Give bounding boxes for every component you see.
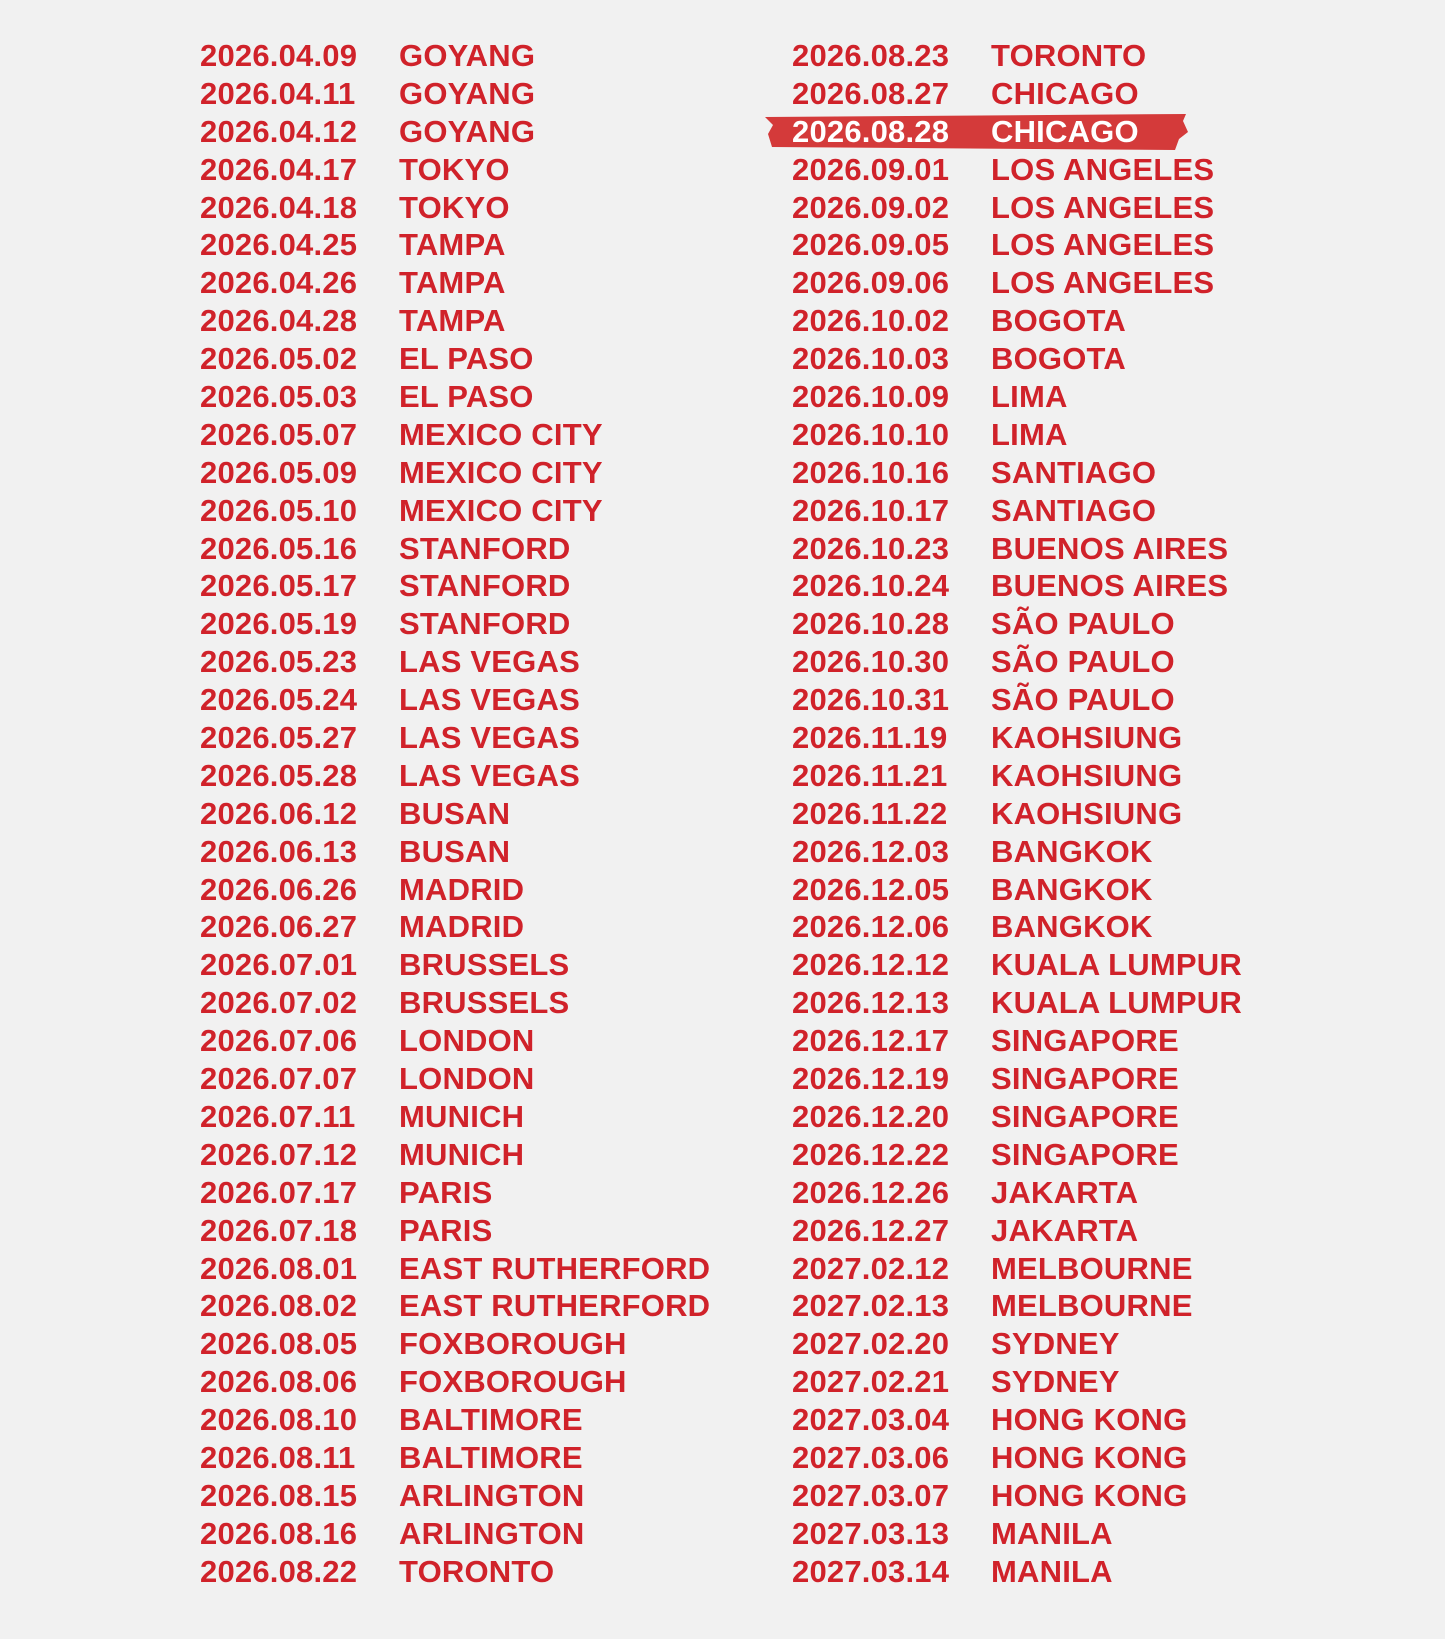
tour-date: 2026.12.26 — [792, 1174, 950, 1210]
tour-date: 2026.12.13 — [792, 985, 950, 1021]
tour-city: CHICAGO — [991, 113, 1139, 149]
tour-date: 2026.04.28 — [200, 303, 358, 339]
tour-city: ARLINGTON — [399, 1477, 585, 1513]
tour-city: MADRID — [399, 871, 525, 907]
tour-city: MELBOURNE — [991, 1288, 1193, 1324]
tour-city: EL PASO — [399, 341, 534, 377]
tour-city: SINGAPORE — [991, 1098, 1179, 1134]
tour-city: BANGKOK — [991, 909, 1153, 945]
tour-city: MEXICO CITY — [399, 492, 603, 528]
tour-date: 2026.10.31 — [792, 682, 950, 718]
tour-city: MEXICO CITY — [399, 416, 603, 452]
tour-city: TAMPA — [399, 303, 506, 339]
tour-city: CHICAGO — [991, 75, 1139, 111]
tour-date: 2026.04.09 — [200, 38, 358, 73]
tour-date: 2026.06.27 — [200, 909, 358, 945]
tour-city: SÃO PAULO — [991, 644, 1175, 680]
tour-date: 2026.10.28 — [792, 606, 950, 642]
tour-date: 2026.05.17 — [200, 568, 358, 604]
tour-city: EAST RUTHERFORD — [399, 1288, 711, 1324]
tour-city: KUALA LUMPUR — [991, 985, 1242, 1021]
tour-city: TOKYO — [399, 189, 510, 225]
tour-city: FOXBOROUGH — [399, 1364, 627, 1400]
tour-city: BOGOTA — [991, 341, 1126, 377]
tour-city: MELBOURNE — [991, 1250, 1193, 1286]
tour-city: BUSAN — [399, 795, 511, 831]
tour-date: 2026.08.06 — [200, 1364, 358, 1400]
tour-date: 2026.07.12 — [200, 1136, 358, 1172]
tour-city: KUALA LUMPUR — [991, 947, 1242, 983]
tour-date: 2027.02.13 — [792, 1288, 950, 1324]
tour-city: LOS ANGELES — [991, 227, 1215, 263]
tour-date: 2026.07.07 — [200, 1061, 358, 1097]
tour-date: 2026.10.23 — [792, 530, 950, 566]
tour-date: 2026.04.18 — [200, 189, 358, 225]
tour-date: 2026.04.25 — [200, 227, 358, 263]
tour-city: LAS VEGAS — [399, 644, 580, 680]
tour-date: 2026.12.17 — [792, 1023, 950, 1059]
tour-city: LONDON — [399, 1023, 535, 1059]
tour-city: MADRID — [399, 909, 525, 945]
tour-date: 2026.05.02 — [200, 341, 358, 377]
tour-date: 2026.10.30 — [792, 644, 950, 680]
tour-city: TAMPA — [399, 265, 506, 301]
tour-date: 2026.10.16 — [792, 454, 950, 490]
tour-city: TORONTO — [399, 1553, 555, 1589]
tour-city: KAOHSIUNG — [991, 795, 1183, 831]
tour-city: GOYANG — [399, 38, 536, 73]
tour-dates-list — [0, 37, 1445, 1597]
tour-city: PARIS — [399, 1212, 493, 1248]
tour-city: BRUSSELS — [399, 947, 570, 983]
tour-city: SINGAPORE — [991, 1023, 1179, 1059]
tour-date: 2026.12.03 — [792, 833, 950, 869]
tour-city: KAOHSIUNG — [991, 757, 1183, 793]
tour-date: 2026.11.21 — [792, 757, 948, 793]
tour-date: 2026.10.24 — [792, 568, 950, 604]
tour-city: SYDNEY — [991, 1364, 1120, 1400]
tour-city: STANFORD — [399, 606, 571, 642]
tour-date: 2026.06.13 — [200, 833, 358, 869]
tour-city: SANTIAGO — [991, 454, 1157, 490]
tour-date: 2026.07.01 — [200, 947, 358, 983]
tour-date: 2026.04.11 — [200, 75, 356, 111]
tour-city: BANGKOK — [991, 871, 1153, 907]
tour-city: TORONTO — [991, 38, 1147, 73]
tour-date: 2026.12.27 — [792, 1212, 950, 1248]
tour-city: BALTIMORE — [399, 1402, 583, 1438]
tour-city: LIMA — [991, 416, 1068, 452]
tour-city: SYDNEY — [991, 1326, 1120, 1362]
tour-date: 2026.07.18 — [200, 1212, 358, 1248]
tour-city: HONG KONG — [991, 1439, 1188, 1475]
tour-date: 2026.04.12 — [200, 113, 358, 149]
tour-city: STANFORD — [399, 568, 571, 604]
tour-city: ARLINGTON — [399, 1515, 585, 1551]
tour-date: 2026.10.10 — [792, 416, 950, 452]
tour-city: LAS VEGAS — [399, 682, 580, 718]
tour-date: 2026.08.16 — [200, 1515, 358, 1551]
tour-date: 2026.09.01 — [792, 151, 950, 187]
tour-date: 2026.11.19 — [792, 720, 948, 756]
tour-date: 2026.09.02 — [792, 189, 950, 225]
tour-date: 2026.12.05 — [792, 871, 950, 907]
tour-date: 2026.06.12 — [200, 795, 358, 831]
tour-date: 2026.08.28 — [792, 113, 950, 149]
tour-date: 2026.08.05 — [200, 1326, 358, 1362]
tour-date: 2026.08.11 — [200, 1439, 356, 1475]
tour-city: GOYANG — [399, 113, 536, 149]
tour-city: MANILA — [991, 1553, 1113, 1589]
tour-city: MEXICO CITY — [399, 454, 603, 490]
tour-city: SÃO PAULO — [991, 606, 1175, 642]
tour-date: 2027.03.14 — [792, 1553, 950, 1589]
tour-date: 2026.05.09 — [200, 454, 358, 490]
tour-date: 2026.05.16 — [200, 530, 358, 566]
tour-city: JAKARTA — [991, 1212, 1139, 1248]
tour-city: TOKYO — [399, 151, 510, 187]
tour-date: 2026.05.28 — [200, 757, 358, 793]
tour-city: BALTIMORE — [399, 1439, 583, 1475]
tour-date: 2026.09.06 — [792, 265, 950, 301]
tour-date: 2026.10.09 — [792, 379, 950, 415]
tour-city: LAS VEGAS — [399, 720, 580, 756]
tour-date: 2026.12.22 — [792, 1136, 950, 1172]
tour-date: 2026.05.24 — [200, 682, 358, 718]
tour-date: 2026.05.10 — [200, 492, 358, 528]
tour-date: 2027.03.13 — [792, 1515, 950, 1551]
tour-date: 2026.05.27 — [200, 720, 358, 756]
tour-date: 2026.10.03 — [792, 341, 950, 377]
tour-city: SÃO PAULO — [991, 682, 1175, 718]
tour-date: 2027.03.07 — [792, 1477, 950, 1513]
tour-date: 2026.07.02 — [200, 985, 358, 1021]
tour-city: BOGOTA — [991, 303, 1126, 339]
tour-city: MUNICH — [399, 1098, 525, 1134]
tour-city: LOS ANGELES — [991, 189, 1215, 225]
tour-city: BUSAN — [399, 833, 511, 869]
tour-city: MUNICH — [399, 1136, 525, 1172]
tour-date: 2026.07.11 — [200, 1098, 356, 1134]
tour-date: 2026.12.19 — [792, 1061, 950, 1097]
tour-date: 2026.12.20 — [792, 1098, 950, 1134]
tour-date: 2026.08.23 — [792, 38, 950, 73]
tour-date: 2026.08.27 — [792, 75, 950, 111]
tour-city: JAKARTA — [991, 1174, 1139, 1210]
tour-date: 2026.05.03 — [200, 379, 358, 415]
tour-date: 2026.11.22 — [792, 795, 948, 831]
tour-date: 2026.07.06 — [200, 1023, 358, 1059]
tour-city: MANILA — [991, 1515, 1113, 1551]
tour-date: 2026.10.02 — [792, 303, 950, 339]
tour-city: BUENOS AIRES — [991, 568, 1229, 604]
tour-date: 2026.05.07 — [200, 416, 358, 452]
tour-date: 2026.08.15 — [200, 1477, 358, 1513]
tour-city: LOS ANGELES — [991, 151, 1215, 187]
tour-date: 2027.02.21 — [792, 1364, 950, 1400]
tour-city: LIMA — [991, 379, 1068, 415]
tour-date: 2026.04.26 — [200, 265, 358, 301]
tour-date: 2027.02.12 — [792, 1250, 950, 1286]
tour-city: BANGKOK — [991, 833, 1153, 869]
tour-date: 2026.10.17 — [792, 492, 950, 528]
tour-date: 2026.05.23 — [200, 644, 358, 680]
tour-city: BUENOS AIRES — [991, 530, 1229, 566]
tour-city: EAST RUTHERFORD — [399, 1250, 711, 1286]
tour-city: FOXBOROUGH — [399, 1326, 627, 1362]
tour-city: EL PASO — [399, 379, 534, 415]
tour-city: SANTIAGO — [991, 492, 1157, 528]
tour-date: 2026.07.17 — [200, 1174, 358, 1210]
tour-date: 2026.12.06 — [792, 909, 950, 945]
tour-city: GOYANG — [399, 75, 536, 111]
tour-date: 2026.08.02 — [200, 1288, 358, 1324]
tour-date: 2026.08.10 — [200, 1402, 358, 1438]
tour-city: KAOHSIUNG — [991, 720, 1183, 756]
tour-city: HONG KONG — [991, 1402, 1188, 1438]
tour-date: 2026.05.19 — [200, 606, 358, 642]
tour-city: STANFORD — [399, 530, 571, 566]
tour-date: 2027.02.20 — [792, 1326, 950, 1362]
tour-city: BRUSSELS — [399, 985, 570, 1021]
tour-date: 2026.04.17 — [200, 151, 358, 187]
tour-city: SINGAPORE — [991, 1136, 1179, 1172]
tour-date: 2026.06.26 — [200, 871, 358, 907]
tour-city: PARIS — [399, 1174, 493, 1210]
tour-city: HONG KONG — [991, 1477, 1188, 1513]
tour-date: 2027.03.06 — [792, 1439, 950, 1475]
tour-city: SINGAPORE — [991, 1061, 1179, 1097]
tour-city: LAS VEGAS — [399, 757, 580, 793]
tour-city: TAMPA — [399, 227, 506, 263]
tour-date: 2027.03.04 — [792, 1402, 950, 1438]
tour-city: LOS ANGELES — [991, 265, 1215, 301]
tour-city: LONDON — [399, 1061, 535, 1097]
tour-date: 2026.09.05 — [792, 227, 950, 263]
tour-date: 2026.12.12 — [792, 947, 950, 983]
tour-date: 2026.08.01 — [200, 1250, 358, 1286]
tour-date: 2026.08.22 — [200, 1553, 358, 1589]
